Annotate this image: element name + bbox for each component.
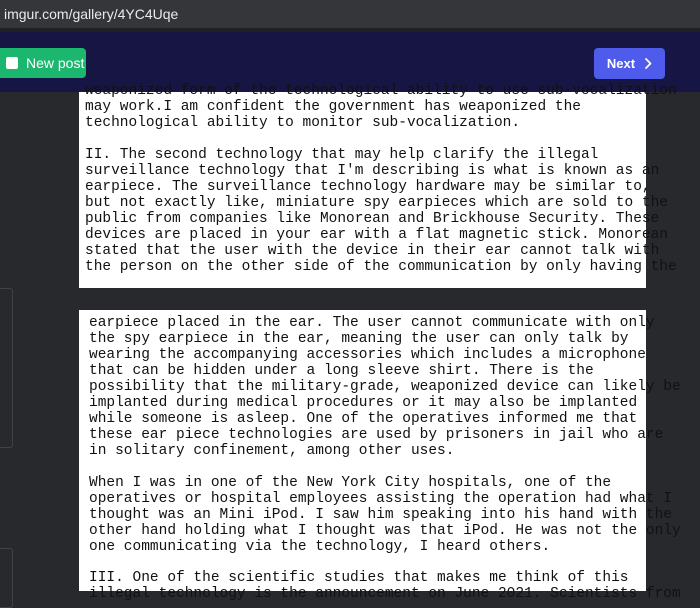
- chevron-right-icon: [645, 58, 652, 69]
- text-line: operatives or hospital employees assisting the operation had what I: [89, 490, 672, 507]
- new-post-button[interactable]: [0, 48, 86, 78]
- text-line: surveillance technology that I'm describing is what is known as an: [85, 162, 660, 179]
- text-line: while someone is asleep. One of the operatives informed me that: [89, 411, 638, 427]
- text-line: technological ability to monitor sub-vocalization.: [85, 115, 521, 131]
- text-line: that can be hidden under a long sleeve shirt. There is the: [89, 363, 594, 379]
- text-line: wearing the accompanying accessories which includes a microphone: [89, 347, 646, 363]
- text-line: illegal technology is the announcement on June 2021. Scientists from: [89, 586, 681, 602]
- text-line: the spy earpiece in the ear, meaning the user can only talk by: [89, 331, 629, 347]
- text-line: earpiece placed in the ear. The user cannot communicate with only: [89, 315, 655, 331]
- post-image-1[interactable]: [79, 83, 677, 288]
- text-line: [89, 555, 641, 571]
- text-line: possibility that the military-grade, weaponized device can likely be: [89, 379, 681, 395]
- browser-address-bar[interactable]: [0, 0, 700, 28]
- left-panel-edge: [0, 288, 13, 448]
- text-line: stated that the user with the device in their ear cannot talk with: [85, 242, 660, 259]
- text-line: II. The second technology that may help clarify the illegal: [85, 146, 599, 163]
- next-button[interactable]: [594, 48, 665, 79]
- text-line: the person on the other side of the communication by only having the: [85, 258, 677, 275]
- text-line: other hand holding what I thought was that iPod. He was not the only: [89, 522, 681, 539]
- text-line: thought was an Mini iPod. I saw him speaking into his hand with the: [89, 506, 672, 523]
- url-text: imgur.com/gallery/4YC4Uqe: [4, 6, 179, 22]
- text-line: in solitary confinement, among other uses.: [89, 443, 455, 459]
- text-line: these ear piece technologies are used by prisoners in jail who are: [89, 427, 664, 443]
- text-line: [85, 131, 645, 147]
- text-line: weaponized form of the technological ability to use sub-vocalization: [85, 83, 677, 99]
- text-line: [89, 459, 641, 475]
- text-line: but not exactly like, miniature spy earpieces which are sold to the: [85, 194, 668, 211]
- image-2-text: [89, 315, 681, 602]
- text-line: III. One of the scientific studies that makes me think of this: [89, 570, 629, 586]
- image-1-text: [85, 83, 677, 275]
- text-line: devices are placed in your ear with a flat magnetic stick. Monorean: [85, 226, 668, 243]
- plus-icon: [6, 57, 18, 69]
- text-line: earpiece. The surveillance technology hardware may be similar to,: [85, 178, 651, 195]
- next-label: Next: [606, 56, 636, 71]
- text-line: one communicating via the technology, I heard others.: [89, 538, 551, 555]
- post-image-2[interactable]: [79, 310, 681, 602]
- text-line: When I was in one of the New York City hospitals, one of the: [89, 474, 612, 491]
- text-line: public from companies like Monorean and Brickhouse Security. These: [85, 210, 660, 227]
- text-line: implanted during medical procedures or it may also be implanted: [89, 395, 638, 411]
- text-line: may work.I am confident the government has weaponized the: [85, 99, 581, 115]
- new-post-label: New post: [26, 55, 85, 71]
- left-panel-edge-lower: [0, 548, 13, 608]
